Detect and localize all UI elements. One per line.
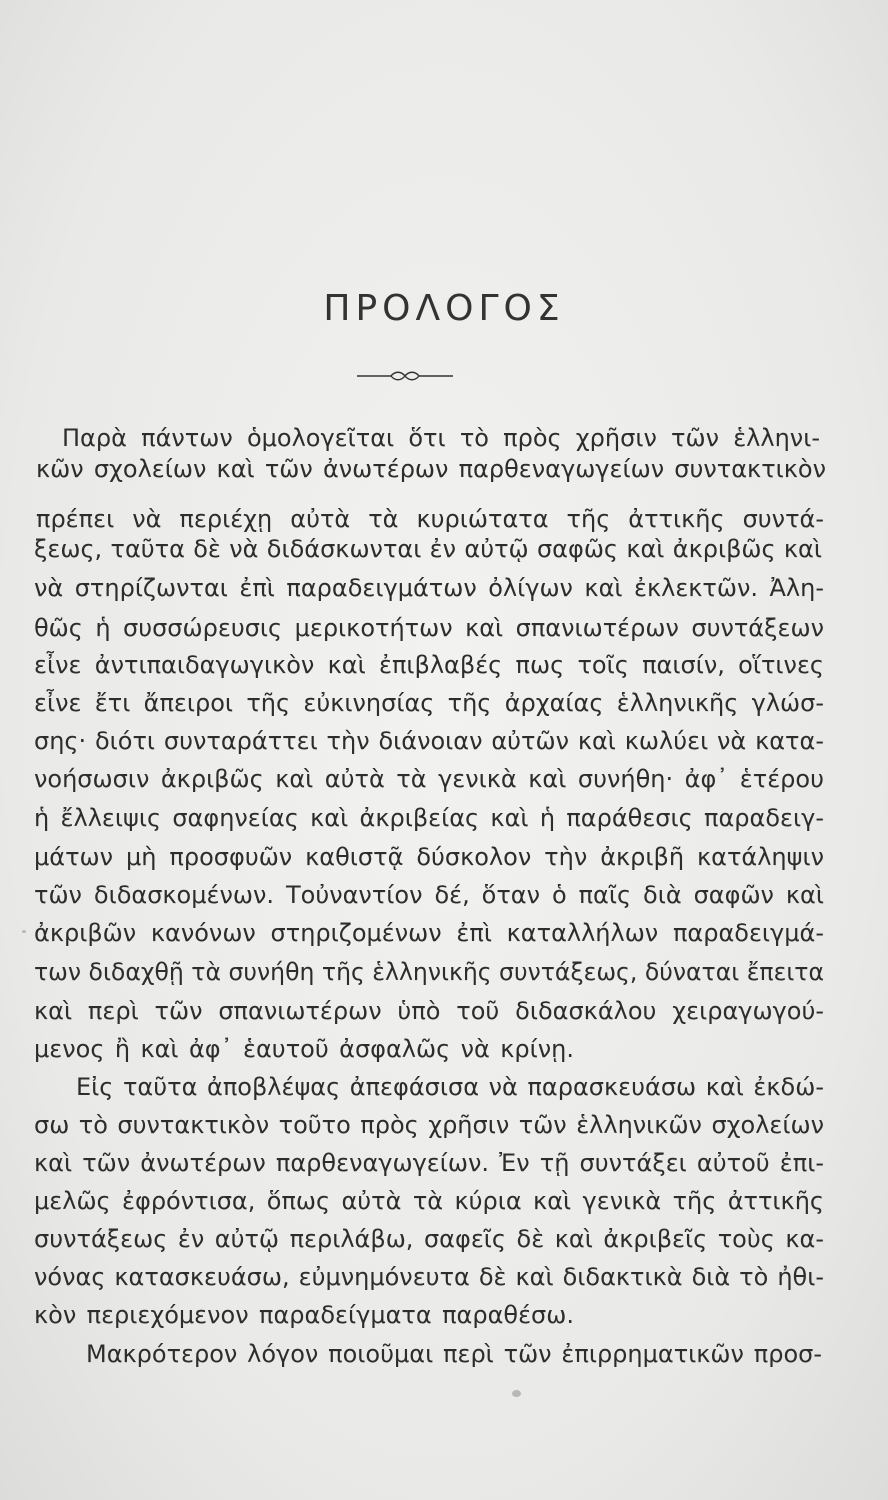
text-line: ἀκριβῶν κανόνων στηριζομένων ἐπὶ καταλλήλων παραδειγμά- bbox=[34, 919, 824, 947]
text-line: νὰ στηρίζωνται ἐπὶ παραδειγμάτων ὀλίγων καὶ ἐκλεκτῶν. Ἀλη- bbox=[34, 574, 824, 602]
text-line: πρέπει νὰ περιέχῃ αὐτὰ τὰ κυριώτατα τῆς ἀττικῆς συντά- bbox=[36, 505, 824, 533]
text-line: νόνας κατασκευάσω, εὐμνημόνευτα δὲ καὶ διδακτικὰ διὰ τὸ ἠθι- bbox=[34, 1263, 824, 1291]
page-title: ΠΡΟΛΟΓΟΣ bbox=[323, 288, 565, 329]
text-line: συντάξεως ἐν αὐτῷ περιλάβω, σαφεῖς δὲ καὶ ἀκριβεῖς τοὺς κα- bbox=[34, 1225, 824, 1253]
ornament-rule bbox=[355, 368, 455, 384]
text-line: τῶν διδασκομένων. Τοὐναντίον δέ, ὅταν ὁ παῖς διὰ σαφῶν καὶ bbox=[34, 881, 824, 909]
text-line: Παρὰ πάντων ὁμολογεῖται ὅτι τὸ πρὸς χρῆσιν τῶν ἑλληνι- bbox=[62, 424, 820, 452]
scan-speck bbox=[512, 1390, 521, 1397]
text-line: ξεως, ταῦτα δὲ νὰ διδάσκωνται ἐν αὐτῷ σαφῶς καὶ ἀκριβῶς καὶ bbox=[34, 535, 822, 563]
text-line: των διδαχθῇ τὰ συνήθη τῆς ἑλληνικῆς συντάξεως, δύναται ἔπειτα bbox=[34, 958, 824, 986]
text-line: μενος ἢ καὶ ἀφ᾽ ἑαυτοῦ ἀσφαλῶς νὰ κρίνῃ. bbox=[34, 1035, 574, 1063]
text-line: εἶνε ἔτι ἄπειροι τῆς εὐκινησίας τῆς ἀρχαίας ἑλληνικῆς γλώσ- bbox=[34, 689, 824, 717]
text-line: σω τὸ συντακτικὸν τοῦτο πρὸς χρῆσιν τῶν ἑλληνικῶν σχολείων bbox=[34, 1111, 824, 1139]
text-line: σης· διότι συνταράττει τὴν διάνοιαν αὐτῶν καὶ κωλύει νὰ κατα- bbox=[34, 727, 824, 755]
text-line: καὶ περὶ τῶν σπανιωτέρων ὑπὸ τοῦ διδασκάλου χειραγωγού- bbox=[34, 997, 824, 1025]
text-line: κῶν σχολείων καὶ τῶν ἀνωτέρων παρθεναγωγείων συντακτικὸν bbox=[36, 455, 826, 483]
scan-speck bbox=[22, 930, 26, 933]
text-line: νοήσωσιν ἀκριβῶς καὶ αὐτὰ τὰ γενικὰ καὶ συνήθη· ἀφ᾽ ἑτέρου bbox=[34, 765, 824, 793]
text-line: μελῶς ἐφρόντισα, ὅπως αὐτὰ τὰ κύρια καὶ γενικὰ τῆς ἀττικῆς bbox=[34, 1187, 824, 1215]
text-line: κὸν περιεχόμενον παραδείγματα παραθέσω. bbox=[34, 1301, 574, 1329]
text-line: Μακρότερον λόγον ποιοῦμαι περὶ τῶν ἐπιρρηματικῶν προσ- bbox=[86, 1340, 822, 1368]
text-line: θῶς ἡ συσσώρευσις μερικοτήτων καὶ σπανιωτέρων συντάξεων bbox=[34, 614, 824, 642]
text-line: ἡ ἔλλειψις σαφηνείας καὶ ἀκριβείας καὶ ἡ παράθεσις παραδειγ- bbox=[34, 804, 824, 832]
text-line: μάτων μὴ προσφυῶν καθιστᾷ δύσκολον τὴν ἀκριβῆ κατάληψιν bbox=[34, 843, 824, 871]
text-line: εἶνε ἀντιπαιδαγωγικὸν καὶ ἐπιβλαβές πως τοῖς παισίν, οἵτινες bbox=[34, 651, 824, 679]
text-line: Εἰς ταῦτα ἀποβλέψας ἀπεφάσισα νὰ παρασκευάσω καὶ ἐκδώ- bbox=[76, 1073, 824, 1101]
text-line: καὶ τῶν ἀνωτέρων παρθεναγωγείων. Ἐν τῇ συντάξει αὐτοῦ ἐπι- bbox=[34, 1149, 824, 1177]
